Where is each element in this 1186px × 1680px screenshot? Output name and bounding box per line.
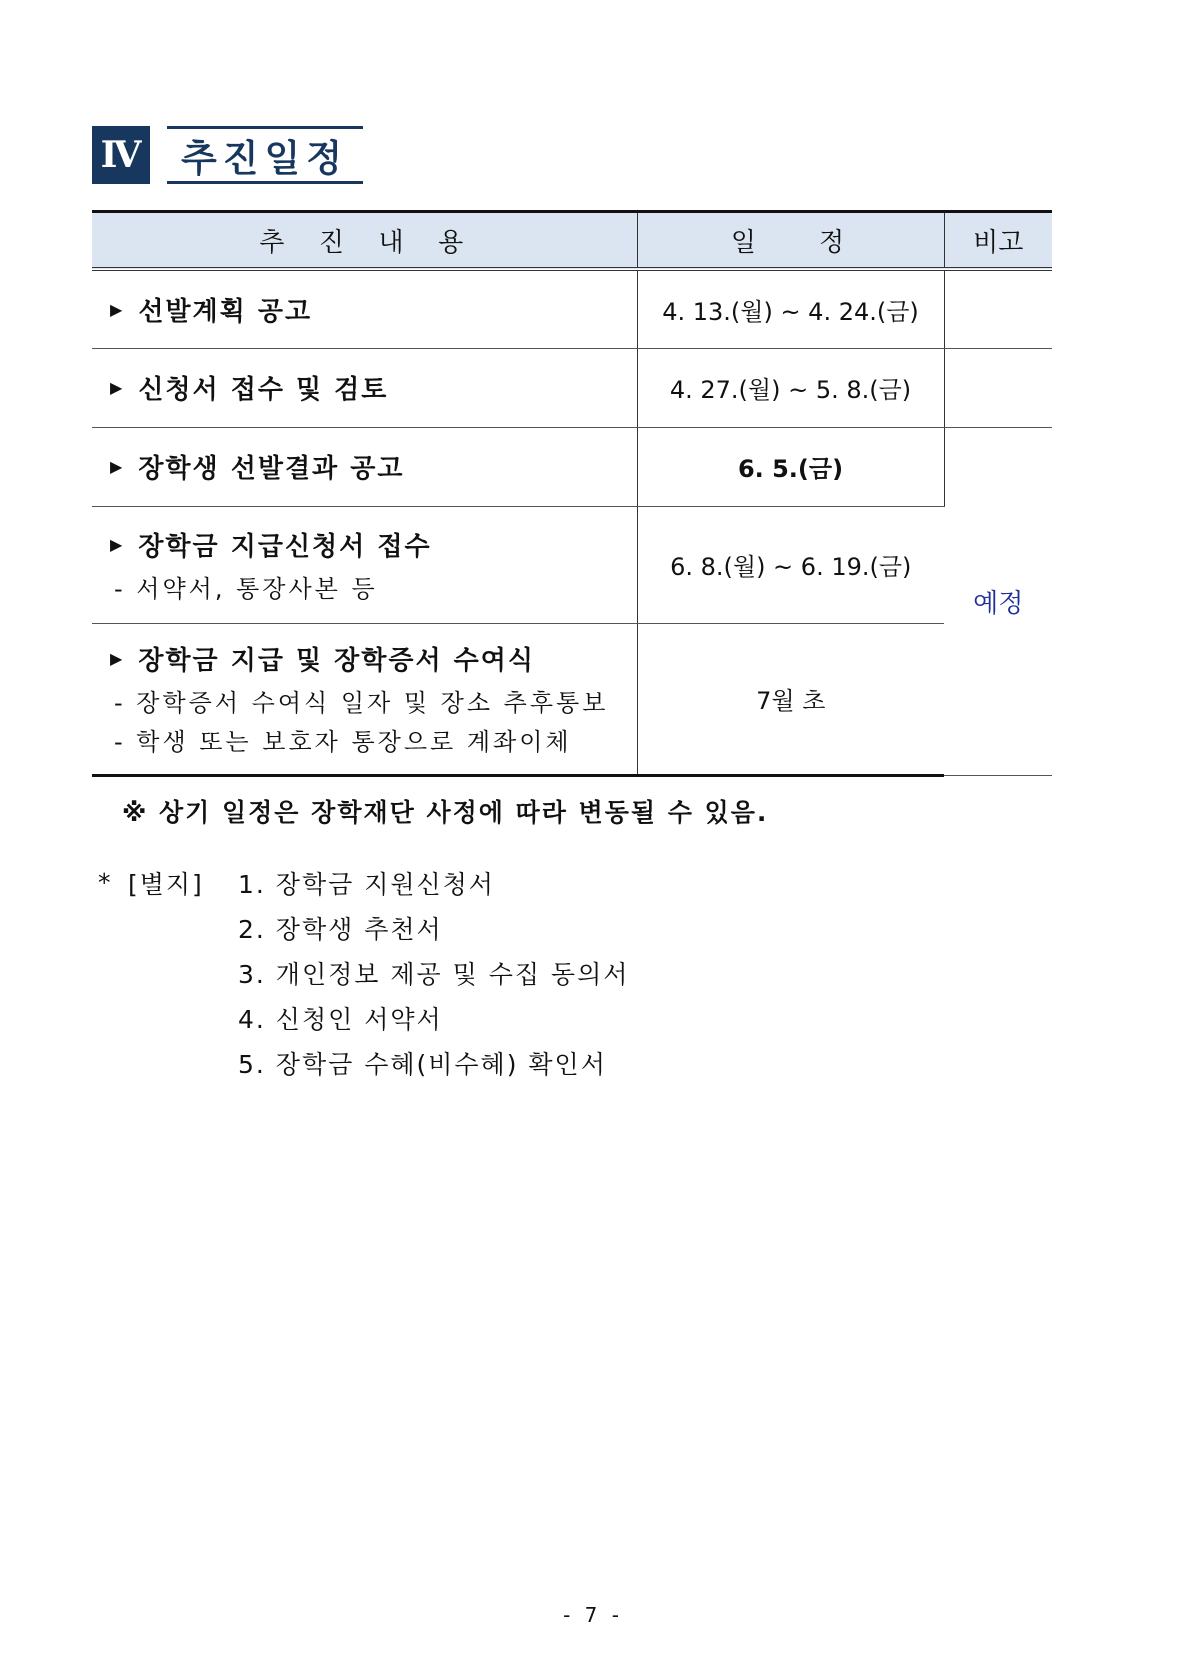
item-subtext: - 서약서, 통장사본 등: [114, 574, 378, 603]
item-subtext: - 장학증서 수여식 일자 및 장소 추후통보: [114, 689, 609, 717]
header-content: 추 진 내 용: [92, 212, 637, 270]
table-row: [92, 269, 1052, 348]
date-cell: 4. 13.(월) ~ 4. 24.(금): [637, 269, 944, 348]
header-note: 비고: [944, 212, 1052, 270]
triangle-bullet-icon: ▶: [110, 299, 125, 319]
attachment-item: 3. 개인정보 제공 및 수집 동의서: [238, 959, 630, 989]
date-cell: 6. 5.(금): [637, 427, 944, 506]
section-heading: [92, 126, 363, 184]
table-row: [92, 348, 1052, 427]
note-cell-empty: [944, 348, 1052, 427]
table-row: [92, 506, 1052, 623]
star-marker: *: [98, 868, 113, 897]
content-cell: [92, 269, 637, 348]
footnote: ※ 상기 일정은 장학재단 사정에 따라 변동될 수 있음.: [122, 798, 769, 827]
table-row: [92, 623, 1052, 775]
item-title: 장학금 지급신청서 접수: [138, 531, 432, 562]
item-title: 신청서 접수 및 검토: [138, 375, 389, 405]
content-cell: [92, 427, 637, 506]
attachment-item: 1. 장학금 지원신청서: [238, 869, 495, 899]
triangle-bullet-icon: ▶: [110, 378, 125, 397]
attachment-item: 2. 장학생 추천서: [238, 914, 443, 944]
item-title: 선발계획 공고: [138, 296, 313, 327]
triangle-bullet-icon: ▶: [110, 457, 125, 476]
page-number: - 7 -: [563, 1603, 623, 1627]
section-title: 추진일정: [167, 126, 363, 184]
date-cell: 6. 8.(월) ~ 6. 19.(금): [637, 506, 944, 623]
section-number-badge: Ⅳ: [92, 126, 150, 184]
date-cell: 7월 초: [637, 623, 944, 775]
content-cell: [92, 623, 637, 775]
triangle-bullet-icon: ▶: [110, 534, 125, 554]
item-title: 장학금 지급 및 장학증서 수여식: [138, 646, 536, 676]
note-cell: 예정: [944, 427, 1052, 775]
header-schedule: 일 정: [637, 212, 944, 270]
schedule-table: [92, 210, 1052, 777]
item-title: 장학생 선발결과 공고: [138, 454, 405, 484]
date-cell: 4. 27.(월) ~ 5. 8.(금): [637, 348, 944, 427]
attachment-item: 4. 신청인 서약서: [238, 1004, 443, 1034]
attachments-label: [별지]: [128, 869, 204, 899]
triangle-bullet-icon: ▶: [110, 649, 125, 668]
item-subtext: - 학생 또는 보호자 통장으로 계좌이체: [114, 728, 572, 756]
note-cell-empty: [944, 269, 1052, 348]
table-header-row: [92, 212, 1052, 270]
content-cell: [92, 506, 637, 623]
attachment-item: 5. 장학금 수혜(비수혜) 확인서: [238, 1049, 607, 1079]
content-cell: [92, 348, 637, 427]
attachments-list: [98, 860, 629, 1085]
table-row: [92, 427, 1052, 506]
